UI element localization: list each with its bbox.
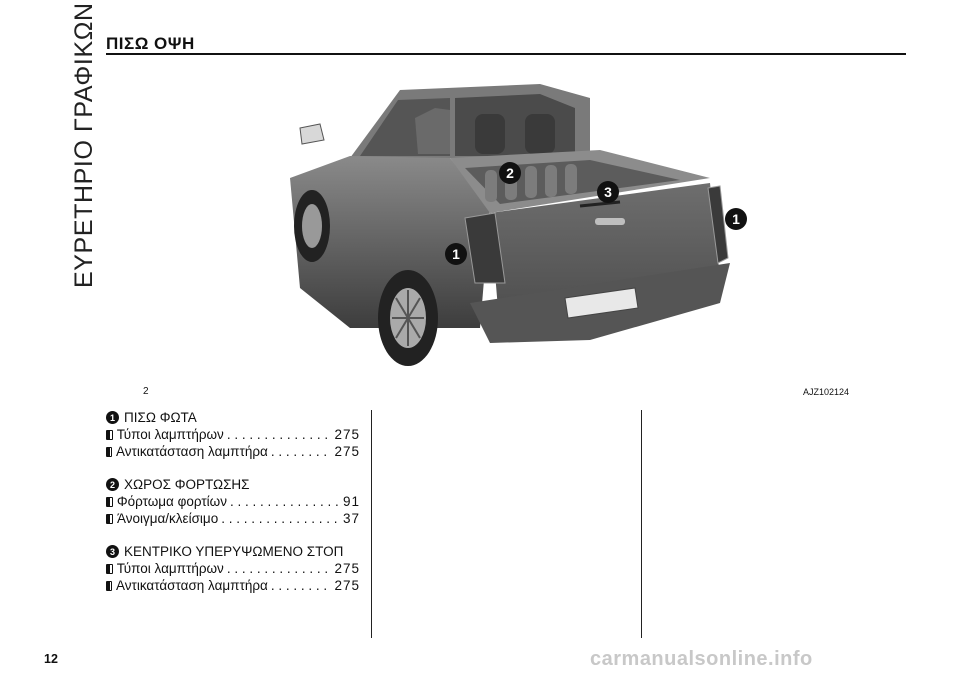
- callout-3: [597, 181, 619, 203]
- entry-label[interactable]: Άνοιγμα/κλείσιμο: [116, 511, 219, 526]
- group-title: [106, 410, 360, 426]
- index-column: [106, 410, 360, 611]
- entry-page[interactable]: 37: [342, 511, 360, 526]
- svg-text:1: 1: [732, 211, 740, 227]
- entry-label[interactable]: Τύποι λαμπτήρων: [116, 561, 224, 576]
- chapter-title-text: ΕΥΡΕΤΗΡΙΟ ΓΡΑΦΙΚΩΝ: [70, 2, 98, 288]
- index-entry[interactable]: [106, 577, 360, 594]
- heading-rule: [106, 53, 906, 55]
- group-title: [106, 477, 360, 493]
- book-icon: [106, 564, 113, 574]
- dot-leader: [227, 426, 332, 443]
- entry-label[interactable]: Αντικατάσταση λαμπτήρα: [116, 444, 268, 459]
- dot-leader: [271, 577, 332, 594]
- group-title-text: ΚΕΝΤΡΙΚΟ ΥΠΕΡΥΨΩΜΕΝΟ ΣΤΟΠ: [124, 544, 344, 559]
- section-heading: ΠΙΣΩ ΟΨΗ: [106, 34, 195, 53]
- figure-number: 2: [143, 386, 149, 397]
- svg-text:1: 1: [452, 246, 460, 262]
- column-divider: [371, 410, 372, 638]
- number-badge: 1: [106, 411, 119, 424]
- index-entry[interactable]: [106, 510, 360, 527]
- dot-leader: [227, 560, 332, 577]
- svg-text:2: 2: [506, 165, 514, 181]
- callout-2: [499, 162, 521, 184]
- group-title-text: ΠΙΣΩ ΦΩΤΑ: [124, 410, 197, 425]
- side-chapter-title: [40, 2, 100, 288]
- column-divider: [641, 410, 642, 638]
- number-badge: 3: [106, 545, 119, 558]
- index-group-3: [106, 544, 360, 594]
- number-badge: 2: [106, 478, 119, 491]
- index-entry[interactable]: [106, 560, 360, 577]
- index-group-2: [106, 477, 360, 527]
- entry-page[interactable]: 275: [334, 561, 360, 576]
- pickup-rear-view-illustration: [290, 78, 770, 378]
- book-icon: [106, 430, 113, 440]
- entry-label[interactable]: Τύποι λαμπτήρων: [116, 427, 224, 442]
- group-title: [106, 544, 360, 560]
- entry-label[interactable]: Αντικατάσταση λαμπτήρα: [116, 578, 268, 593]
- callout-1-left: [445, 243, 467, 265]
- index-group-1: [106, 410, 360, 460]
- book-icon: [106, 447, 112, 457]
- svg-text:3: 3: [604, 184, 612, 200]
- page-number: 12: [44, 652, 58, 666]
- book-icon: [106, 497, 113, 507]
- dot-leader: [230, 493, 340, 510]
- index-entry[interactable]: [106, 493, 360, 510]
- entry-page[interactable]: 91: [342, 494, 360, 509]
- entry-page[interactable]: 275: [334, 578, 360, 593]
- dot-leader: [221, 510, 340, 527]
- callout-1-right: [725, 208, 747, 230]
- entry-label[interactable]: Φόρτωμα φορτίων: [116, 494, 227, 509]
- index-entry[interactable]: [106, 426, 360, 443]
- book-icon: [106, 514, 113, 524]
- dot-leader: [271, 443, 332, 460]
- entry-page[interactable]: 275: [334, 427, 360, 442]
- entry-page[interactable]: 275: [334, 444, 360, 459]
- index-entry[interactable]: [106, 443, 360, 460]
- book-icon: [106, 581, 112, 591]
- figure-code: AJZ102124: [803, 387, 850, 397]
- watermark: carmanualsonline.info: [590, 648, 813, 670]
- group-title-text: ΧΩΡΟΣ ΦΟΡΤΩΣΗΣ: [124, 477, 250, 492]
